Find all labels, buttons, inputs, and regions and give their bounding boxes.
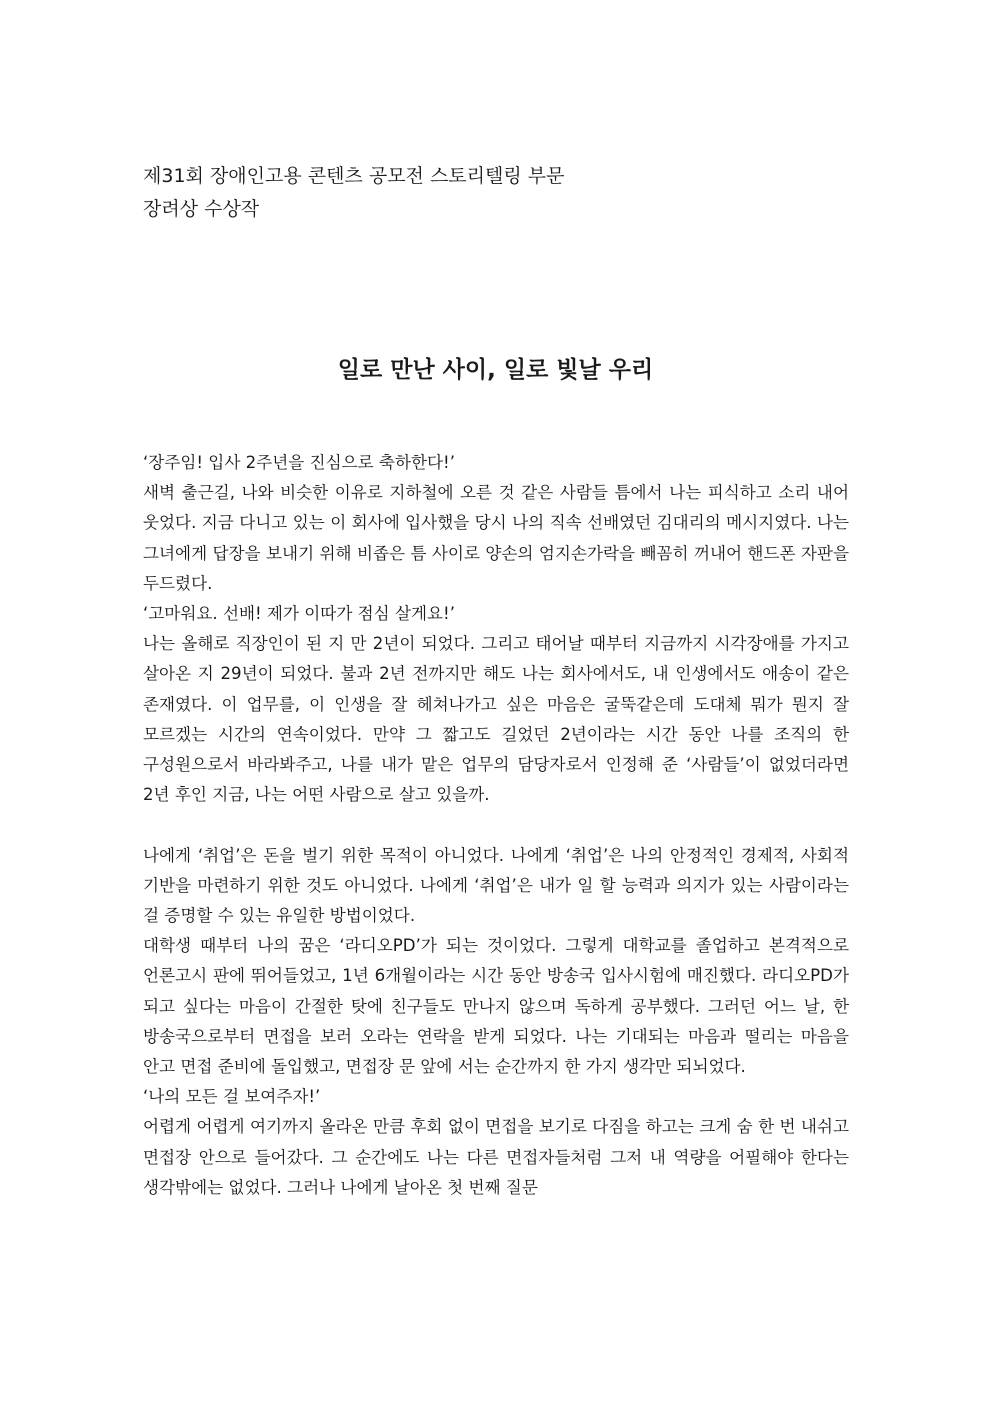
paragraph: 새벽 출근길, 나와 비슷한 이유로 지하철에 오른 것 같은 사람들 틈에서 나는 피식하고 소리 내어 웃었다. 지금 다니고 있는 이 회사에 입사했을 당시 나의 직속 선배였던 김대리의 메시지였다. 나는 그녀에게 답장을 보내기 위해 비좁은 틈 사이로 양손의 엄지손가락을 빼꼼히 꺼내어 핸드폰 자판을 두드렸다. (143, 483, 849, 593)
paragraph: 어렵게 어렵게 여기까지 올라온 만큼 후회 없이 면접을 보기로 다짐을 하고는 크게 숨 한 번 내쉬고 면접장 안으로 들어갔다. 그 순간에도 나는 다른 면접자들처럼 그저 내 역량을 어필해야 한다는 생각밖에는 없었다. 그러나 나에게 날아온 첫 번째 질문 (143, 1117, 849, 1197)
story-title: 일로 만난 사이, 일로 빛날 우리 (337, 357, 654, 383)
paragraph-gap (143, 810, 849, 840)
paragraph: 대학생 때부터 나의 꿈은 ‘라디오PD’가 되는 것이었다. 그렇게 대학교를 졸업하고 본격적으로 언론고시 판에 뛰어들었고, 1년 6개월이라는 시간 동안 방송국 입사시험에 매진했다. 라디오PD가 되고 싶다는 마음이 간절한 탓에 친구들도 만나지 않으며 독하게 공부했다. 그러던 어느 날, 한 방송국으로부터 면접을 보러 오라는 연락을 받게 되었다. 나는 기대되는 마음과 떨리는 마음을 안고 면접 준비에 돌입했고, 면접장 문 앞에 서는 순간까지 한 가지 생각만 되뇌었다. (143, 936, 849, 1077)
header-award-line: 장려상 수상작 (143, 198, 260, 220)
paragraph: 나에게 ‘취업’은 돈을 벌기 위한 목적이 아니었다. 나에게 ‘취업’은 나의 안정적인 경제적, 사회적 기반을 마련하기 위한 것도 아니었다. 나에게 ‘취업’은 내가 일 할 능력과 의지가 있는 사람이라는 걸 증명할 수 있는 유일한 방법이었다. (143, 845, 849, 926)
paragraph: ‘고마워요. 선배! 제가 이따가 점심 살게요!’ (143, 604, 455, 624)
story-body (143, 448, 849, 1203)
paragraph: ‘나의 모든 걸 보여주자!’ (143, 1087, 321, 1107)
paragraph: ‘장주임! 입사 2주년을 진심으로 축하한다!’ (143, 453, 455, 472)
header-contest-line: 제31회 장애인고용 콘텐츠 공모전 스토리텔링 부문 (143, 165, 565, 187)
award-header (143, 160, 863, 226)
paragraph: 나는 올해로 직장인이 된 지 만 2년이 되었다. 그리고 태어날 때부터 지금까지 시각장애를 가지고 살아온 지 29년이 되었다. 불과 2년 전까지만 해도 나는 회사에서도, 내 인생에서도 애송이 같은 존재였다. 이 업무를, 이 인생을 잘 헤쳐나가고 싶은 마음은 굴뚝같은데 도대체 뭐가 뭔지 잘 모르겠는 시간의 연속이었다. 만약 그 짧고도 길었던 2년이라는 시간 동안 나를 조직의 한 구성원으로서 바라봐주고, 나를 내가 맡은 업무의 담당자로서 인정해 준 ‘사람들’이 없었더라면 2년 후인 지금, 나는 어떤 사람으로 살고 있을까. (143, 634, 849, 805)
